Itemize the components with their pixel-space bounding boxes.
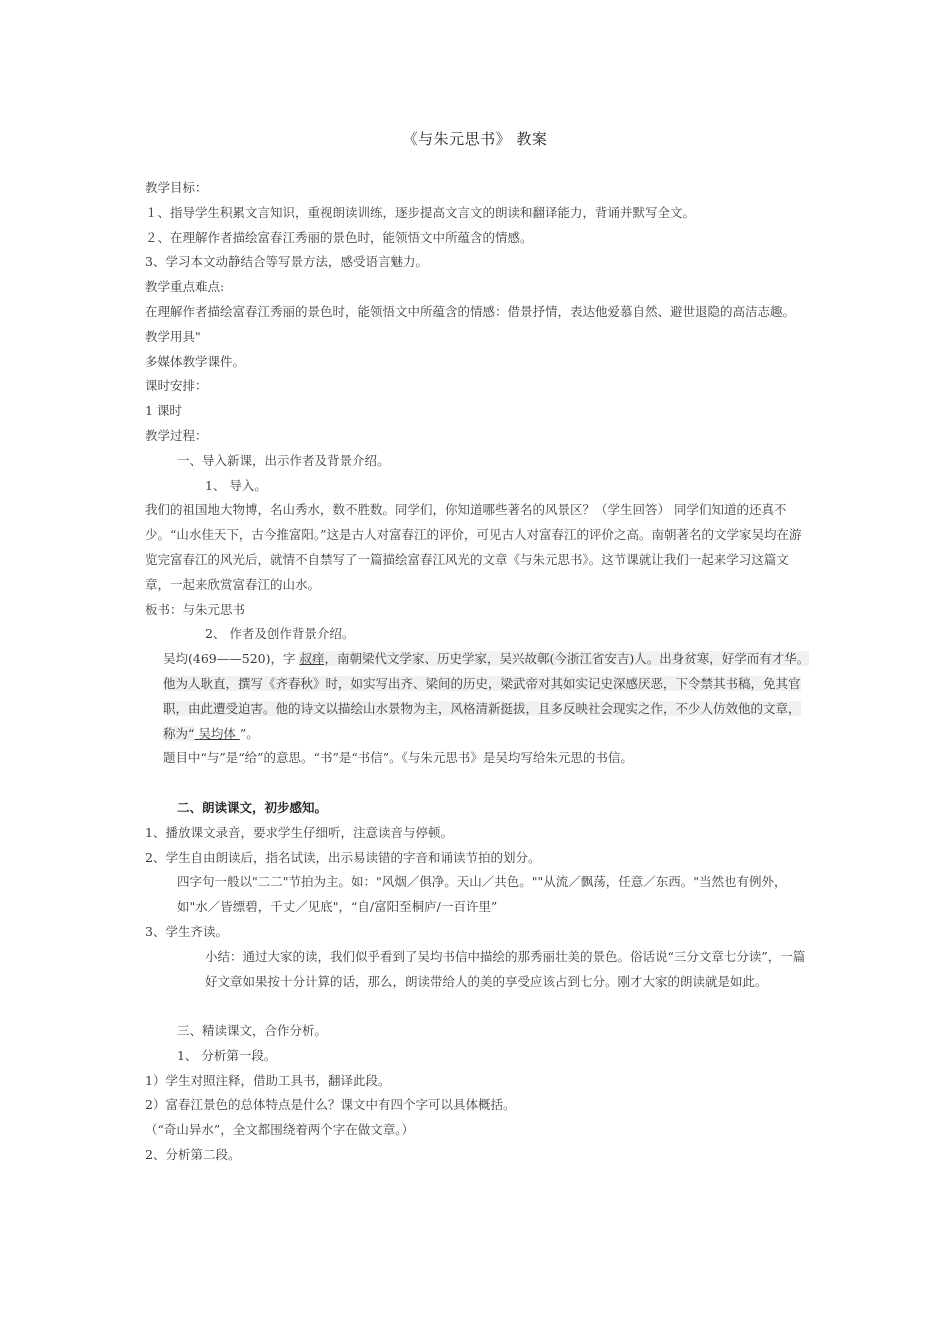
goal-3: 3、学习本文动静结合等写景方法，感受语言魅力。: [145, 254, 428, 270]
rhythm-paragraph: 四字句一般以"二二"节拍为主。如："风烟／俱净。天山／共色。""从流／飘荡，任意／东西。"当然也有例外，如"水／皆缥碧，千丈／见底"，“自/富阳至桐庐/一百许里”: [177, 874, 787, 915]
title-note: 题目中“与”是“给”的意思。“书”是“书信”。《与朱元思书》是吴均写给朱元思的书信。: [163, 750, 633, 766]
tools-header: 教学用具": [145, 328, 201, 344]
spacer: [145, 994, 810, 1019]
lesson-plan-body: [145, 176, 810, 1168]
process-header: 教学过程：: [145, 427, 208, 443]
author-text-c: ，南朝梁代文学家、历史学家，吴兴故鄣(今浙江省安吉)人。出身贫寒，好学而有才华。他为人耿直，撰写《齐春秋》时，如实写出齐、梁间的历史，梁武帝对其如实记史深感厌恶，下令禁其书稿，免其官职，由此遭受迫害。他的诗文以描绘山水景物为主，风格清新挺拔，且多反映社会现实之作，不少人仿效他的文章，称为“: [163, 651, 810, 741]
section-3-2-heading: 2、分析第二段。: [145, 1147, 241, 1163]
intro-paragraph: 我们的祖国地大物博，名山秀水，数不胜数。同学们，你知道哪些著名的风景区？（学生回答） 同学们知道的还真不少。“山水佳天下，古今推富阳。”这是古人对富春江的评价，可见古人对富春江的评价之高。南朝著名的文学家吴均在游览完富春江的风光后，就情不自禁写了一篇描绘富春江风光的文章《与朱元思书》。这节课就让我们一起来学习这篇文章，一起来欣赏富春江的山水。: [145, 502, 802, 592]
goal-2: ２、在理解作者描绘富春江秀丽的景色时，能领悟文中所蕴含的情感。: [145, 229, 533, 245]
section-2-item-2: 2、学生自由朗读后，指名试读，出示易读错的字音和诵读节拍的划分。: [145, 849, 541, 865]
spacer: [145, 771, 810, 796]
section-2-heading: 二、朗读课文，初步感知。: [177, 799, 328, 815]
section-1-2-heading: 2、 作者及创作背景介绍。: [205, 626, 355, 642]
section-1-1-heading: 1、 导入。: [205, 477, 267, 493]
author-text-a: 吴均(469——520)，字: [163, 651, 300, 667]
key-points-text: 在理解作者描绘富春江秀丽的景色时，能领悟文中所蕴含的情感：借景抒情，表达他爱慕自然、避世退隐的高洁志趣。: [145, 303, 796, 319]
section-2-item-1: 1、播放课文录音，要求学生仔细听，注意读音与停顿。: [145, 824, 453, 840]
author-courtesy-name: 叔痒: [299, 651, 325, 667]
board-writing: 板书：与朱元思书: [145, 601, 246, 617]
time-text: 1 课时: [145, 403, 182, 419]
author-style-name: 吴均体: [194, 725, 240, 741]
time-header: 课时安排：: [145, 378, 208, 394]
section-3-item-b: 2）富春江景色的总体特点是什么？课文中有四个字可以具体概括。: [145, 1097, 516, 1113]
section-3-item-c: （“奇山异水”，全文都围绕着两个字在做文章。）: [145, 1122, 415, 1138]
section-3-1-heading: 1、 分析第一段。: [177, 1047, 277, 1063]
section-3-heading: 三、精读课文，合作分析。: [177, 1023, 328, 1039]
author-paragraph: [145, 647, 810, 746]
page-title: 《与朱元思书》 教案: [402, 130, 548, 148]
goals-header: 教学目标：: [145, 180, 208, 195]
section-1-heading: 一、导入新课，出示作者及背景介绍。: [177, 452, 390, 468]
goal-1: １、指导学生积累文言知识，重视朗读训练，逐步提高文言文的朗读和翻译能力，背诵并默写全文。: [145, 204, 696, 220]
summary-paragraph: 小结：通过大家的读，我们似乎看到了吴均书信中描绘的那秀丽壮美的景色。俗话说“三分文章七分读”，一篇好文章如果按十分计算的话，那么，朗读带给人的美的享受应该占到七分。刚才大家的朗读就是如此。: [205, 948, 806, 989]
tools-text: 多媒体教学课件。: [145, 353, 246, 369]
key-points-header: 教学重点难点:: [145, 279, 225, 295]
section-3-item-a: 1）学生对照注释，借助工具书，翻译此段。: [145, 1072, 391, 1088]
author-text-e: ”。: [239, 725, 259, 741]
section-2-item-3: 3、学生齐读。: [145, 923, 228, 939]
